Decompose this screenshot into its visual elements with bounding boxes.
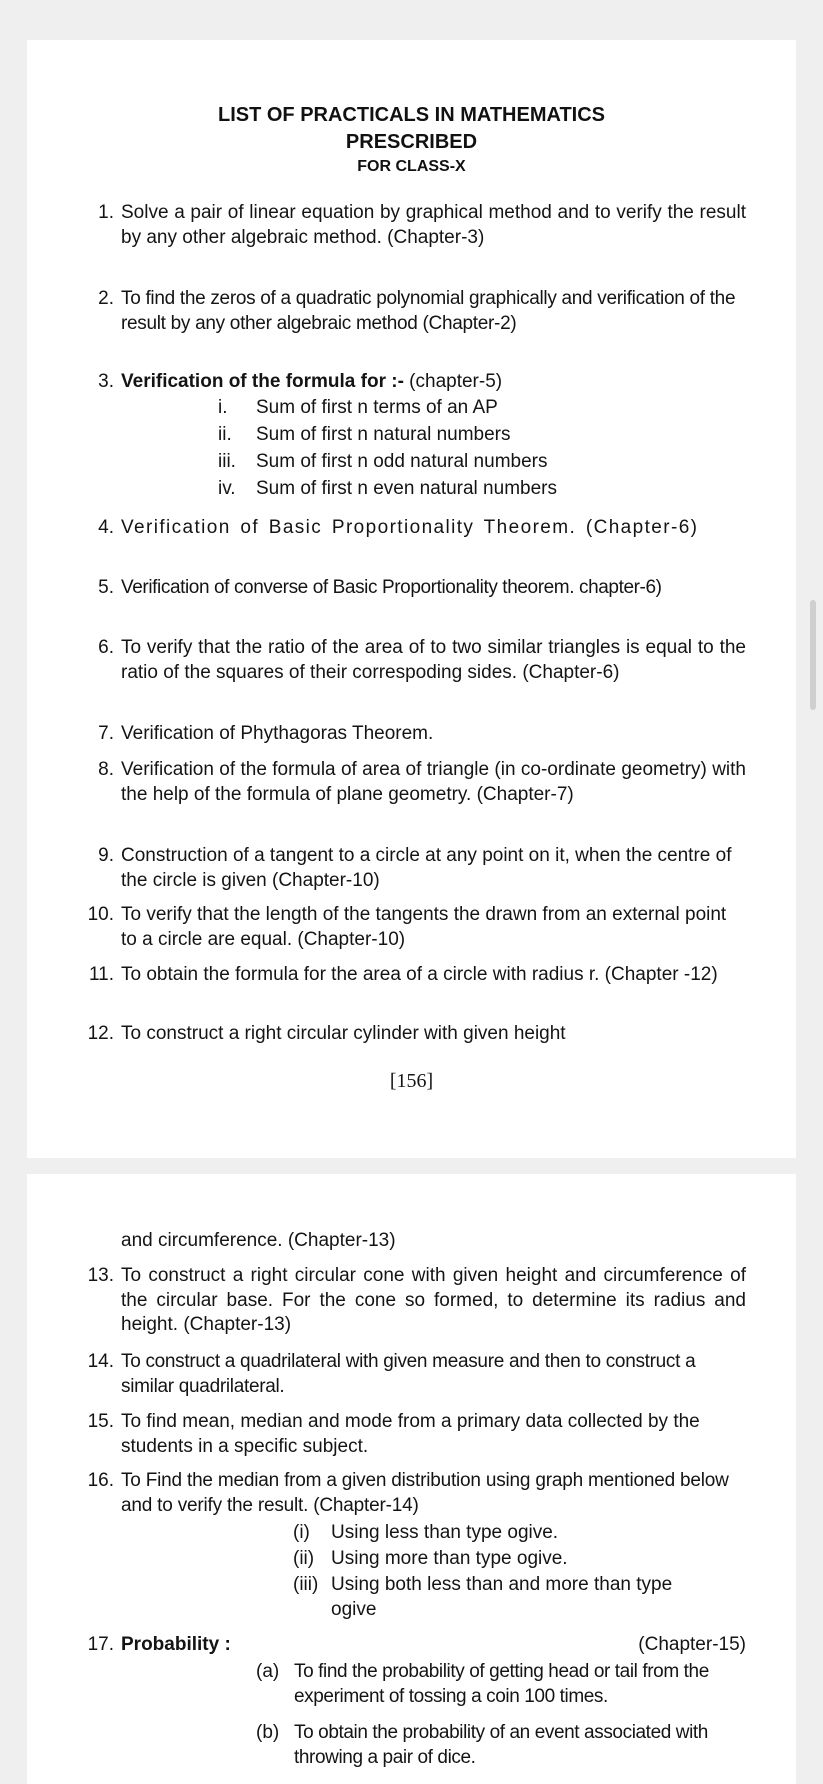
page-title: LIST OF PRACTICALS IN MATHEMATICS [217, 104, 605, 126]
sub-item: iii. Sum of first n odd natural numbers [218, 451, 548, 472]
chapter-note: (Chapter-15) [638, 1634, 746, 1655]
list-item: 17. Probability : (Chapter-15) [121, 1633, 746, 1658]
sub-item: i. Sum of first n terms of an AP [218, 397, 498, 418]
item-heading: Probability : [121, 1634, 231, 1655]
list-item: 10. To verify that the length of the tangents the drawn from an external point to a circle are equal. (Chapter-10) [87, 904, 727, 950]
list-item: 3. Verification of the formula for :- (chapter-5) [98, 371, 503, 392]
sub-item: (iii) Using both less than and more than type ogive [293, 1574, 673, 1620]
list-item: 13. To construct a right circular cone with given height and circumference of the circular base. For the cone so formed, to determine its radius and height. (Chapter-13) [87, 1265, 746, 1335]
list-item: 4. Verification of Basic Proportionality Theorem. (Chapter-6) [98, 517, 699, 538]
item-heading: Verification of the formula for :- [121, 371, 404, 392]
list-item: 15. To find mean, median and mode from a primary data collected by the students in a specific subject. [87, 1411, 700, 1457]
list-item: 12. To construct a right circular cylinder with given height [87, 1023, 566, 1044]
document-page-1 [27, 40, 796, 1158]
sub-item: ii. Sum of first n natural numbers [218, 424, 511, 445]
list-item: 9. Construction of a tangent to a circle at any point on it, when the centre of the circle is given (Chapter-10) [98, 845, 732, 891]
page-subtitle: FOR CLASS-X [357, 158, 466, 175]
continuation-text: and circumference. (Chapter-13) [121, 1230, 396, 1251]
list-item: 16. To Find the median from a given distribution using graph mentioned below and to verify the result. (Chapter-14) [87, 1470, 729, 1516]
sub-item: (a) To find the probability of getting head or tail from the experiment of tossing a coin 100 times. [256, 1661, 709, 1707]
scrollbar-thumb[interactable] [810, 600, 816, 710]
list-item: 2. To find the zeros of a quadratic polynomial graphically and verification of the result by any other algebraic method (Chapter-2) [98, 288, 736, 334]
sub-item: (ii) Using more than type ogive. [293, 1548, 568, 1569]
list-item: 1. Solve a pair of linear equation by graphical method and to verify the result by any other algebraic method. (Chapter-3) [98, 202, 746, 248]
page-title-line2: PRESCRIBED [345, 131, 478, 153]
list-item: 14. To construct a quadrilateral with given measure and then to construct a similar quadrilateral. [87, 1351, 696, 1397]
list-item: 6. To verify that the ratio of the area of to two similar triangles is equal to the ratio of the squares of their correspoding sides. (Chapter-6) [98, 637, 746, 683]
list-item: 8. Verification of the formula of area of triangle (in co-ordinate geometry) with the help of the formula of plane geometry. (Chapter-7) [98, 759, 746, 805]
document-page-2 [27, 1174, 796, 1784]
sub-item: (i) Using less than type ogive. [293, 1522, 559, 1543]
list-item: 7. Verification of Phythagoras Theorem. [98, 723, 434, 744]
list-item: 5. Verification of converse of Basic Proportionality theorem. chapter-6) [98, 577, 662, 598]
sub-item: (b) To obtain the probability of an event associated with throwing a pair of dice. [256, 1722, 708, 1768]
sub-item: iv. Sum of first n even natural numbers [218, 478, 557, 499]
list-item: 11. To obtain the formula for the area of a circle with radius r. (Chapter -12) [88, 964, 718, 985]
page-number: [156] [389, 1070, 434, 1092]
